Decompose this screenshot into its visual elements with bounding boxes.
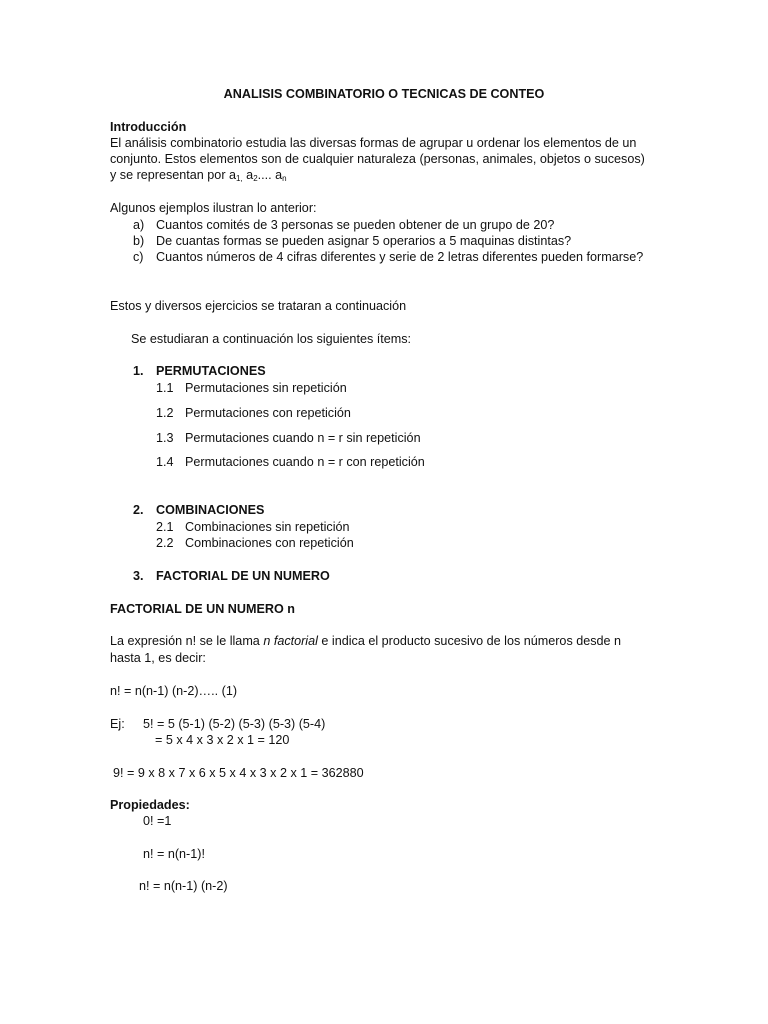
property-2: n! = n(n-1)! [143,847,205,861]
outline-sub-text-1-2: Permutaciones con repetición [185,406,351,420]
outline-sub-num-2-1: 2.1 [156,520,174,534]
factorial-def-term: n factorial [263,634,318,648]
document-title: ANALISIS COMBINATORIO O TECNICAS DE CONTEO [223,87,545,101]
outline-sub-num-2-2: 2.2 [156,536,174,550]
intro-line-3-mid2: .... a [257,168,283,182]
outline-num-2: 2. [133,503,144,517]
outline-sub-num-1-4: 1.4 [156,455,174,469]
intro-line-3 [110,167,287,187]
example-label: Ej: [110,717,125,731]
outline-sub-num-1-2: 1.2 [156,406,174,420]
example-text-b: De cuantas formas se pueden asignar 5 operarios a 5 maquinas distintas? [156,234,572,248]
example-marker-a: a) [133,218,145,232]
factorial-heading: FACTORIAL DE UN NUMERO n [110,602,295,616]
outline-sub-num-1-1: 1.1 [156,381,174,395]
factorial-def-text-a: La expresión n! se le llama [110,634,264,648]
outline-title-combinaciones: COMBINACIONES [156,503,265,517]
example-text-c: Cuantos números de 4 cifras diferentes y serie de 2 letras diferentes pueden formarse? [156,250,644,264]
outline-title-factorial: FACTORIAL DE UN NUMERO [156,569,330,583]
outline-sub-text-1-3: Permutaciones cuando n = r sin repetición [185,431,421,445]
intro-line-2 [110,151,658,167]
properties-heading: Propiedades: [110,798,190,812]
property-3: n! = n(n-1) (n-2) [139,879,228,893]
example-line-2: = 5 x 4 x 3 x 2 x 1 = 120 [155,733,290,747]
factorial-formula: n! = n(n-1) (n-2)….. (1) [110,684,238,698]
outline-sub-text-2-1: Combinaciones sin repetición [185,520,350,534]
example-line-1: 5! = 5 (5-1) (5-2) (5-3) (5-3) (5-4) [143,717,326,731]
nine-factorial-line: 9! = 9 x 8 x 7 x 6 x 5 x 4 x 3 x 2 x 1 = 362880 [113,766,364,780]
intro-heading: Introducción [110,120,187,134]
outline-num-1: 1. [133,364,144,378]
intro-line-3-mid1: a [242,168,254,182]
example-marker-b: b) [133,234,145,248]
intro-line-1-text: El análisis combinatorio estudia las diversas formas de agrupar u ordenar los elementos de un [110,136,637,150]
example-marker-c: c) [133,250,144,264]
example-text-a: Cuantos comités de 3 personas se pueden obtener de un grupo de 20? [156,218,555,232]
items-intro-text: Se estudiaran a continuación los siguientes ítems: [131,332,412,346]
outline-title-permutaciones: PERMUTACIONES [156,364,266,378]
continuation-text: Estos y diversos ejercicios se trataran a continuación [110,299,407,313]
subscript-2: 2 [253,174,258,183]
outline-sub-text-1-1: Permutaciones sin repetición [185,381,347,395]
factorial-def-line-2: hasta 1, es decir: [110,651,206,665]
factorial-def-line-1 [110,633,658,649]
property-1: 0! =1 [143,814,172,828]
outline-sub-text-1-4: Permutaciones cuando n = r con repetición [185,455,425,469]
factorial-def-text-b: e indica el producto sucesivo de los números desde n [317,634,622,648]
outline-num-3: 3. [133,569,144,583]
subscript-n: n [282,174,287,183]
intro-line-1 [110,135,658,151]
subscript-1: 1, [236,174,243,183]
intro-line-2-text: conjunto. Estos elementos son de cualquier naturaleza (personas, animales, objetos o sucesos) [110,152,645,166]
examples-heading: Algunos ejemplos ilustran lo anterior: [110,201,317,215]
intro-line-3-text: y se representan por a [110,168,237,182]
outline-sub-num-1-3: 1.3 [156,431,174,445]
outline-sub-text-2-2: Combinaciones con repetición [185,536,354,550]
